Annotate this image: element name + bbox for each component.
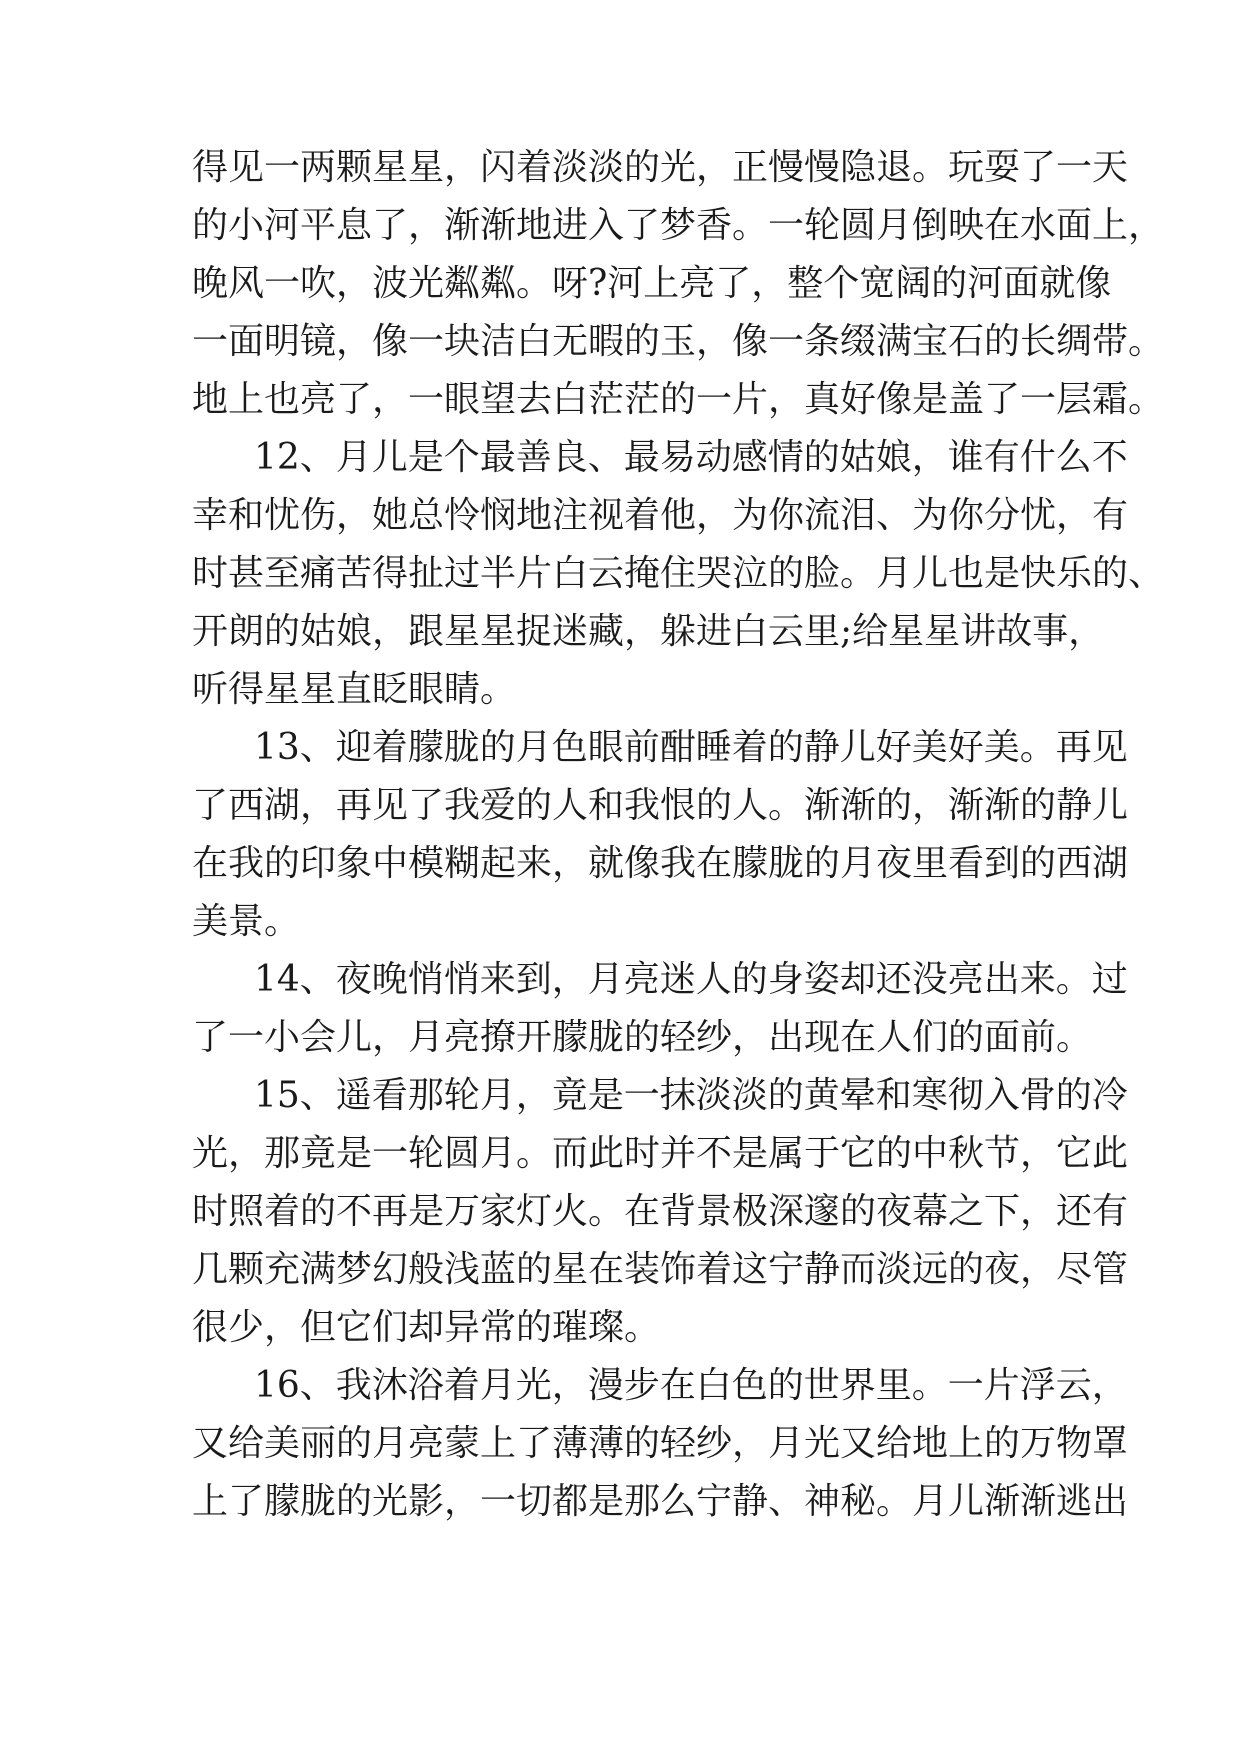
text-line: 又给美丽的月亮蒙上了薄薄的轻纱，月光又给地上的万物罩 <box>192 1423 1129 1464</box>
text-line: 的小河平息了，渐渐地进入了梦香。一轮圆月倒映在水面上， <box>192 205 1165 246</box>
text-line: 时甚至痛苦得扯过半片白云掩住哭泣的脸。月儿也是快乐的、 <box>192 553 1165 594</box>
text-line: 上了朦胧的光影，一切都是那么宁静、神秘。月儿渐渐逃出 <box>192 1481 1129 1522</box>
text-line: 美景。 <box>192 901 301 942</box>
text-line: 了西湖，再见了我爱的人和我恨的人。渐渐的，渐渐的静儿 <box>192 785 1129 826</box>
text-line: 地上也亮了，一眼望去白茫茫的一片，真好像是盖了一层霜。 <box>192 379 1165 420</box>
text-line: 得见一两颗星星，闪着淡淡的光，正慢慢隐退。玩耍了一天 <box>192 147 1129 188</box>
text-line: 晚风一吹，波光粼粼。呀?河上亮了，整个宽阔的河面就像 <box>192 263 1112 304</box>
text-line: 开朗的姑娘，跟星星捉迷藏，躲进白云里;给星星讲故事， <box>192 611 1105 652</box>
text-line: 在我的印象中模糊起来，就像我在朦胧的月夜里看到的西湖 <box>192 843 1129 884</box>
text-line: 光，那竟是一轮圆月。而此时并不是属于它的中秋节，它此 <box>192 1133 1129 1174</box>
text-line: 了一小会儿，月亮撩开朦胧的轻纱，出现在人们的面前。 <box>192 1017 1093 1058</box>
text-line: 13、迎着朦胧的月色眼前酣睡着的静儿好美好美。再见 <box>254 727 1128 768</box>
text-line: 15、遥看那轮月，竟是一抹淡淡的黄晕和寒彻入骨的冷 <box>254 1075 1128 1116</box>
text-line: 听得星星直眨眼睛。 <box>192 669 517 710</box>
text-line: 一面明镜，像一块洁白无暇的玉，像一条缀满宝石的长绸带。 <box>192 321 1165 362</box>
text-line: 很少，但它们却异常的璀璨。 <box>192 1307 661 1348</box>
text-line: 幸和忧伤，她总怜悯地注视着他，为你流泪、为你分忧，有 <box>192 495 1129 536</box>
text-line: 16、我沐浴着月光，漫步在白色的世界里。一片浮云， <box>254 1365 1128 1406</box>
text-line: 14、夜晚悄悄来到，月亮迷人的身姿却还没亮出来。过 <box>254 959 1128 1000</box>
text-line: 几颗充满梦幻般浅蓝的星在装饰着这宁静而淡远的夜，尽管 <box>192 1249 1129 1290</box>
text-line: 12、月儿是个最善良、最易动感情的姑娘，谁有什么不 <box>254 437 1128 478</box>
text-line: 时照着的不再是万家灯火。在背景极深邃的夜幕之下，还有 <box>192 1191 1129 1232</box>
